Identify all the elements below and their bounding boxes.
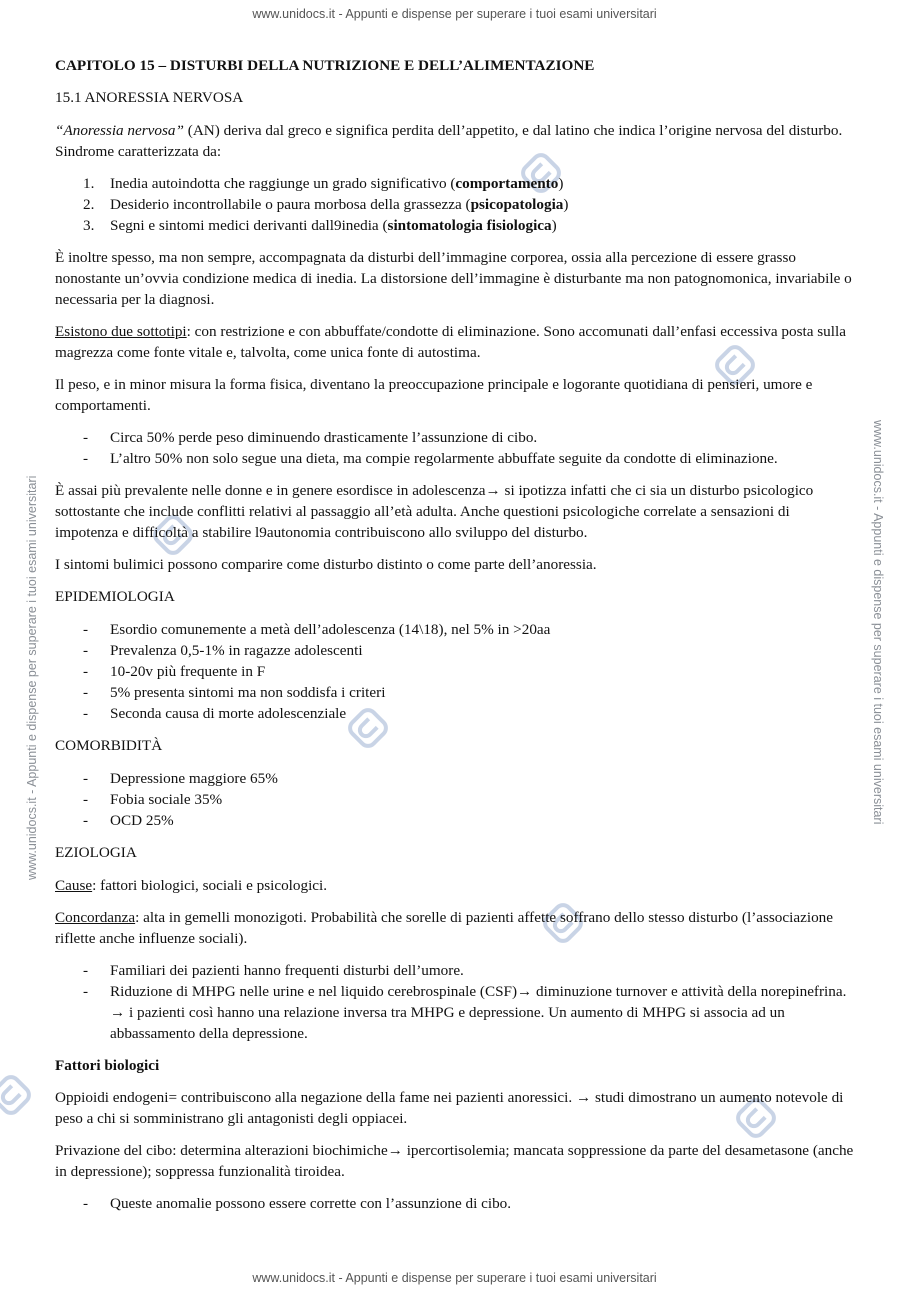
criteria-text: Desiderio incontrollabile o paura morbosa della grassezza (: [110, 196, 471, 213]
weight-paragraph: Il peso, e in minor misura la forma fisica, diventano la preoccupazione principale e logorante quotidiana di pensieri, umore e comportamenti.: [55, 376, 813, 414]
list-marker: -: [83, 450, 89, 467]
document-body: [55, 55, 855, 1225]
biological-list: [55, 1193, 855, 1214]
list-marker: -: [83, 642, 89, 659]
list-item: [55, 1193, 855, 1214]
biological-heading: Fattori biologici: [55, 1057, 160, 1074]
intro-term: “Anoressia nervosa”: [55, 122, 184, 139]
concordance-paragraph: [55, 907, 855, 949]
bulimic-paragraph: I sintomi bulimici possono comparire come disturbo distinto o come parte dell’anoressia.: [55, 556, 597, 573]
list-marker: -: [83, 621, 89, 638]
list-item-text: OCD 25%: [110, 812, 174, 829]
body-image-paragraph: È inoltre spesso, ma non sempre, accompagnata da disturbi dell’immagine corporea, ossia alla percezione di essere grasso nonostante un’ovvia condizione medica di inedia. La distorsione dell’immagine è disturbante ma non patognomonica, invariabile o necessaria per la diagnosi.: [55, 249, 852, 308]
list-item-text: Esordio comunemente a metà dell’adolescenza (14\18), nel 5% in >20aa: [110, 621, 551, 638]
list-marker: -: [83, 983, 89, 1000]
etiology-list: [55, 960, 855, 1044]
list-item: [55, 810, 855, 831]
concordance-text: : alta in gemelli monozigoti. Probabilità che sorelle di pazienti affette soffrano dello stesso disturbo (l’associazione riflette anche influenze sociali).: [55, 909, 833, 947]
list-item: [55, 960, 855, 981]
deprivation-paragraph: Privazione del cibo: determina alterazioni biochimiche→ ipercortisolemia; mancata soppressione da parte del desametasone (anche in depressione); soppressa funzionalità tiroidea.: [55, 1142, 854, 1180]
list-marker: -: [83, 705, 89, 722]
list-item: [55, 640, 855, 661]
criteria-text: Inedia autoindotta che raggiunge un grado significativo (: [110, 175, 456, 192]
list-item: [55, 448, 855, 469]
list-marker: -: [83, 962, 89, 979]
concordance-label: Concordanza: [55, 909, 136, 926]
criteria-item: [55, 215, 855, 236]
intro-text: (AN) deriva dal greco e significa perdita dell’appetito, e dal latino che indica l’origine nervosa del disturbo. Sindrome caratterizzata da:: [55, 122, 843, 160]
list-item-text: Circa 50% perde peso diminuendo drasticamente l’assunzione di cibo.: [110, 429, 538, 446]
list-item-text: Fobia sociale 35%: [110, 791, 223, 808]
section-title: 15.1 ANORESSIA NERVOSA: [55, 89, 244, 106]
criteria-list: [55, 173, 855, 236]
prevalence-paragraph: È assai più prevalente nelle donne e in genere esordisce in adolescenza→ si ipotizza infatti che ci sia un disturbo psicologico sottostante che include conflitti relativi al passaggio all’età adulta. Anche questioni psicologiche correlate a sensazioni di impotenza e difficoltà a stabilire l9autonomia contribuiscono allo sviluppo del disturbo.: [55, 482, 814, 541]
criteria-end: ): [558, 175, 564, 192]
list-item-text: Depressione maggiore 65%: [110, 770, 278, 787]
causes-label: Cause: [55, 877, 93, 894]
list-item: [55, 789, 855, 810]
list-item: [55, 682, 855, 703]
list-item: [55, 427, 855, 448]
list-item: [55, 703, 855, 724]
list-marker: -: [83, 684, 89, 701]
list-item-text: 10-20v più frequente in F: [110, 663, 266, 680]
comorbidity-heading: COMORBIDITÀ: [55, 737, 163, 754]
criteria-end: ): [551, 217, 557, 234]
criteria-text: Segni e sintomi medici derivanti dall9inedia (: [110, 217, 388, 234]
etiology-heading: EZIOLOGIA: [55, 844, 137, 861]
list-item: [55, 661, 855, 682]
unidocs-logo-icon: [0, 1072, 34, 1118]
weight-list: [55, 427, 855, 469]
subtypes-paragraph: [55, 321, 855, 363]
list-marker: -: [83, 663, 89, 680]
criteria-number: 1.: [83, 175, 95, 192]
list-item-text: Riduzione di MHPG nelle urine e nel liquido cerebrospinale (CSF)→ diminuzione turnover e attività della norepinefrina. → i pazienti così hanno una relazione inversa tra MHPG e depressione. Un aumento di MHPG si associa ad un abbassamento della depressione.: [110, 983, 847, 1042]
list-item-text: Prevalenza 0,5-1% in ragazze adolescenti: [110, 642, 363, 659]
causes-paragraph: [55, 875, 855, 896]
list-item-text: Familiari dei pazienti hanno frequenti disturbi dell’umore.: [110, 962, 464, 979]
list-item-text: 5% presenta sintomi ma non soddisfa i criteri: [110, 684, 386, 701]
list-item: [55, 768, 855, 789]
criteria-number: 2.: [83, 196, 95, 213]
list-item: [55, 981, 855, 1044]
list-item-text: Queste anomalie possono essere corrette con l’assunzione di cibo.: [110, 1195, 512, 1212]
list-marker: -: [83, 1195, 89, 1212]
list-item-text: L’altro 50% non solo segue una dieta, ma compie regolarmente abbuffate seguite da condotte di eliminazione.: [110, 450, 778, 467]
list-item-text: Seconda causa di morte adolescenziale: [110, 705, 347, 722]
chapter-title: CAPITOLO 15 – DISTURBI DELLA NUTRIZIONE E DELL’ALIMENTAZIONE: [55, 57, 595, 74]
criteria-number: 3.: [83, 217, 95, 234]
list-item: [55, 619, 855, 640]
subtypes-label: Esistono due sottotipi: [55, 323, 187, 340]
criteria-item: [55, 173, 855, 194]
subtypes-text: : con restrizione e con abbuffate/condotte di eliminazione. Sono accomunati dall’enfasi eccessiva posta sulla magrezza come fonte vitale e, talvolta, come unica fonte di autostima.: [55, 323, 846, 361]
criteria-keyword: psicopatologia: [470, 196, 564, 213]
list-marker: -: [83, 429, 89, 446]
watermark-side-right: www.unidocs.it - Appunti e dispense per superare i tuoi esami universitari: [871, 420, 885, 825]
watermark-banner-bottom: www.unidocs.it - Appunti e dispense per superare i tuoi esami universitari: [252, 1271, 657, 1285]
intro-paragraph: [55, 120, 855, 162]
criteria-keyword: sintomatologia fisiologica: [387, 217, 552, 234]
opioids-paragraph: Oppioidi endogeni= contribuiscono alla negazione della fame nei pazienti anoressici. → studi dimostrano un aumento notevole di peso a chi si somministrano gli antagonisti degli oppiacei.: [55, 1089, 844, 1127]
watermark-side-left: www.unidocs.it - Appunti e dispense per superare i tuoi esami universitari: [25, 475, 39, 880]
epidemiology-heading: EPIDEMIOLOGIA: [55, 588, 175, 605]
causes-text: : fattori biologici, sociali e psicologici.: [92, 877, 328, 894]
criteria-item: [55, 194, 855, 215]
epidemiology-list: [55, 619, 855, 724]
watermark-banner-top: www.unidocs.it - Appunti e dispense per superare i tuoi esami universitari: [252, 7, 657, 21]
criteria-keyword: comportamento: [455, 175, 559, 192]
list-marker: -: [83, 770, 89, 787]
criteria-end: ): [563, 196, 569, 213]
list-marker: -: [83, 791, 89, 808]
list-marker: -: [83, 812, 89, 829]
comorbidity-list: [55, 768, 855, 831]
